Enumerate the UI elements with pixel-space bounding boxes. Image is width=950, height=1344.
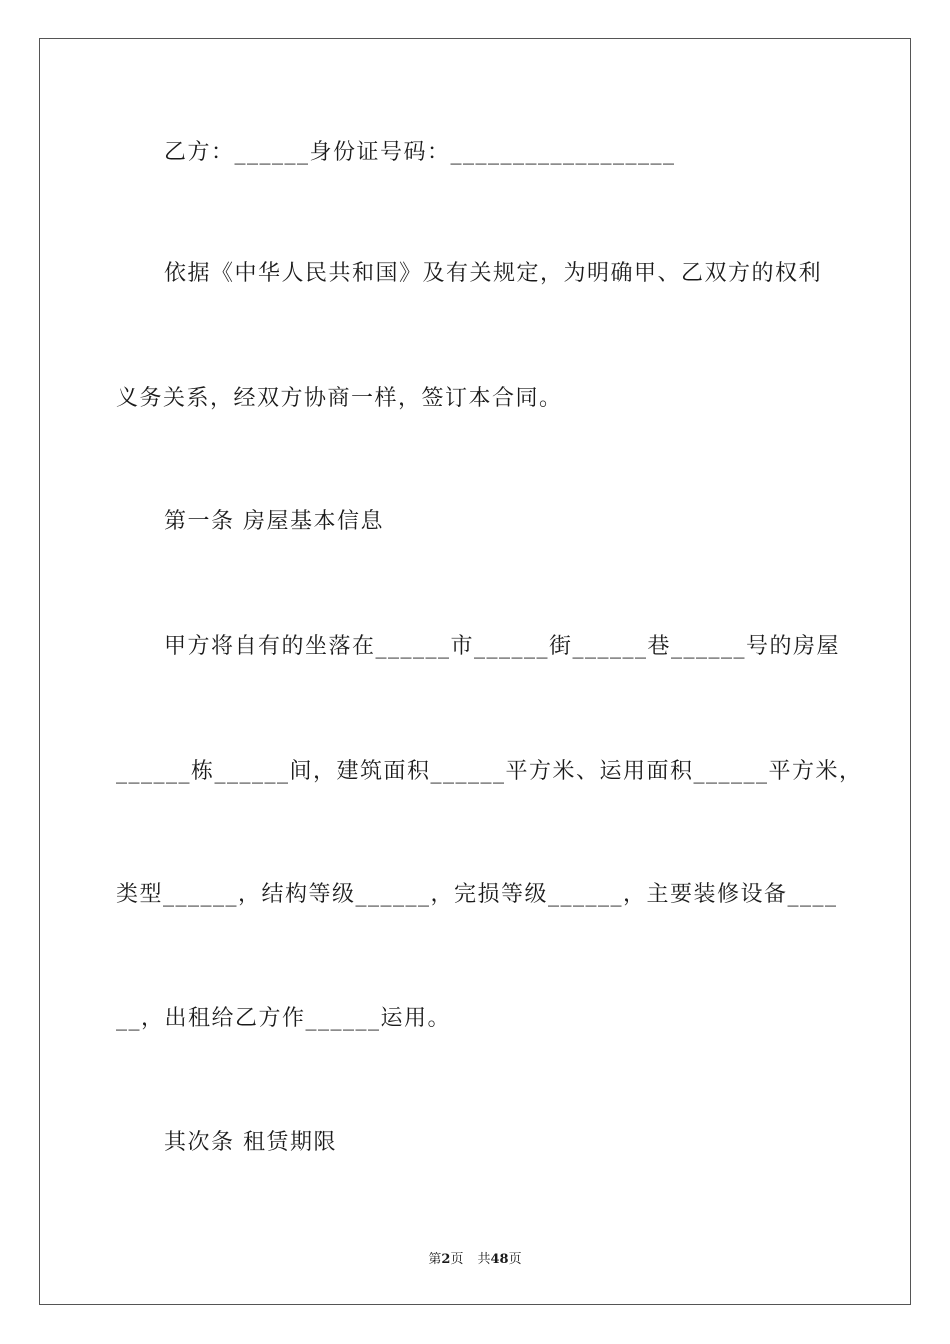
article-1-line-1: 甲方将自有的坐落在______市______街______巷______号的房屋 bbox=[164, 634, 841, 659]
article-1-line-3: 类型______，结构等级______，完损等级______，主要装修设备____ bbox=[116, 882, 838, 907]
footer-page-number: 2 bbox=[441, 1252, 451, 1267]
article-1-line-4: __，出租给乙方作______运用。 bbox=[116, 1006, 452, 1031]
paragraph-basis-line-1: 依据《中华人民共和国》及有关规定，为明确甲、乙双方的权利 bbox=[164, 261, 823, 286]
footer-page-suffix: 页 bbox=[450, 1252, 464, 1267]
page-frame bbox=[39, 38, 911, 1305]
article-1-heading: 第一条 房屋基本信息 bbox=[164, 509, 384, 534]
footer-total-pages: 48 bbox=[490, 1252, 509, 1267]
article-2-heading: 其次条 租赁期限 bbox=[164, 1130, 337, 1155]
article-1-line-2: ______栋______间，建筑面积______平方米、运用面积______平方米， bbox=[116, 759, 863, 784]
footer-total-suffix: 页 bbox=[508, 1252, 522, 1267]
party-b-line: 乙方：______身份证号码：__________________ bbox=[164, 140, 676, 165]
paragraph-basis-line-2: 义务关系，经双方协商一样，签订本合同。 bbox=[116, 386, 563, 411]
footer-total-prefix: 共 bbox=[477, 1252, 491, 1267]
page-footer bbox=[0, 1248, 950, 1267]
footer-page-prefix: 第 bbox=[428, 1252, 442, 1267]
